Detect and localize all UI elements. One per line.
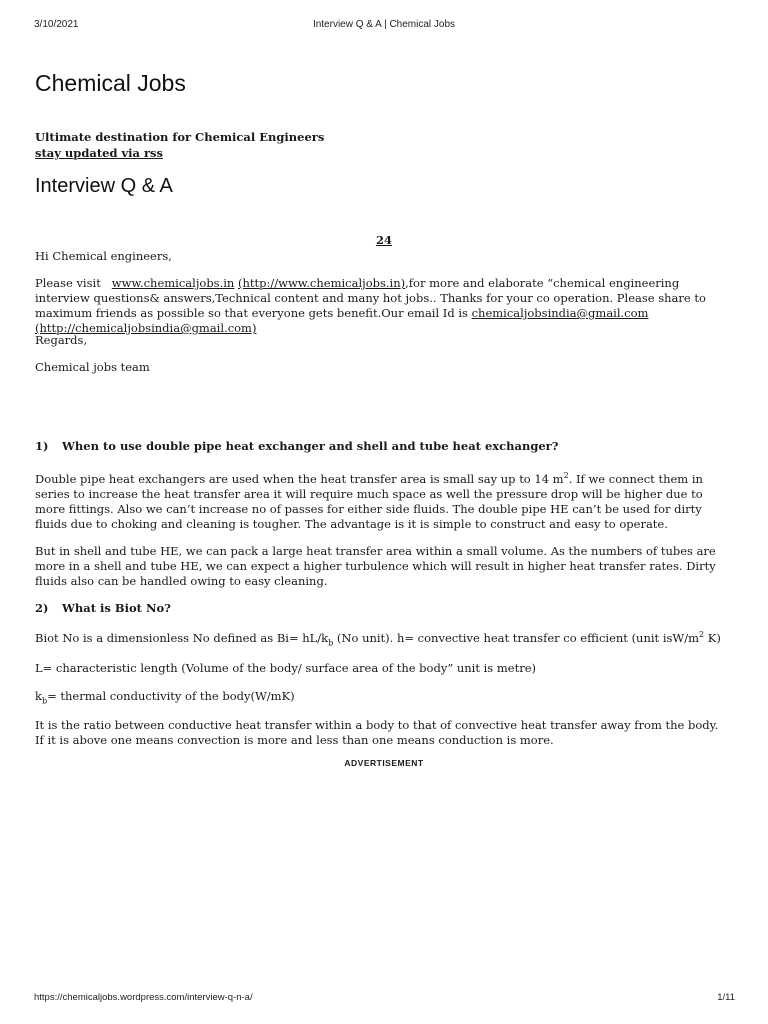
answer-2-line-2: L= characteristic length (Volume of the body/ surface area of the body” unit is metre) [35,661,536,675]
post-date-day[interactable]: 24 [375,233,392,247]
rss-link[interactable]: stay updated via rss [35,146,164,160]
print-title: Interview Q & A | Chemical Jobs [312,19,456,30]
print-page-number: 1/11 [717,992,735,1003]
intro-paragraph: Please visit www.chemicaljobs.in (http://www.chemicaljobs.in),for more and elaborate “chemical engineering interview questions& answers,Technical content and many hot jobs.. Thanks for your co operation. Please share to maximum friends as possible so that everyone gets benefit.Our email Id is chemicaljobsindia@gmail.com (http://chemicaljobsindia@gmail.com) [35,276,706,335]
question-number: 1) [35,439,49,453]
print-date: 3/10/2021 [34,19,79,30]
question-1 [35,439,558,453]
answer-2-line-3: $k_b=$ thermal conductivity of the body(W/mK) [35,689,295,706]
answer-1-paragraph-2: But in shell and tube HE, we can pack a large heat transfer area within a small volume. As the numbers of tubes are more in a shell and tube HE, we can expect a higher turbulence which will result in higher heat transfer rates. Dirty fluids also can be handled owing to easy cleaning. [35,544,716,588]
print-url: https://chemicaljobs.wordpress.com/interview-q-n-a/ [34,992,253,1003]
email-link[interactable]: chemicaljobsindia@gmail.com [471,306,649,320]
answer-1-paragraph-1: Double pipe heat exchangers are used when the heat transfer area is small say up to 14 $m^2$. If we connect them in series to increase the heat transfer area it will require much space as well the pressure drop will be higher due to more fittings. Also we can’t increase no of passes for either side fluids. The double pipe HE can’t be used for dirty fluids due to choking and cleaning is tougher. The advantage is it is simple to construct and easy to operate. [35,471,703,531]
question-text: What is Biot No? [62,601,171,615]
answer-2-line-1: Biot No is a dimensionless No defined as $Bi= hL/k_b$ (No unit). h= convective heat transfer co efficient (unit isW/$m^2$ K) [35,630,721,648]
email-url-link[interactable]: (http://chemicaljobsindia@gmail.com) [35,321,257,335]
question-number: 2) [35,601,49,615]
question-text: When to use double pipe heat exchanger and shell and tube heat exchanger? [62,439,559,453]
question-2 [35,601,171,615]
regards: Regards, [35,333,88,347]
page-title: Interview Q & A [35,175,173,197]
advertisement-label: ADVERTISEMENT [344,758,424,768]
chemicaljobs-link[interactable]: www.chemicaljobs.in [111,276,235,290]
site-tagline: Ultimate destination for Chemical Engineers [35,130,325,144]
site-title[interactable]: Chemical Jobs [35,70,186,96]
chemicaljobs-url-link[interactable]: (http://www.chemicaljobs.in) [237,276,406,290]
site-tagline-block [35,129,324,161]
greeting: Hi Chemical engineers, [35,249,172,263]
signature: Chemical jobs team [35,360,150,374]
answer-2-line-4: It is the ratio between conductive heat transfer within a body to that of convective heat transfer away from the body. If it is above one means convection is more and less than one means conduction is more. [35,718,719,747]
